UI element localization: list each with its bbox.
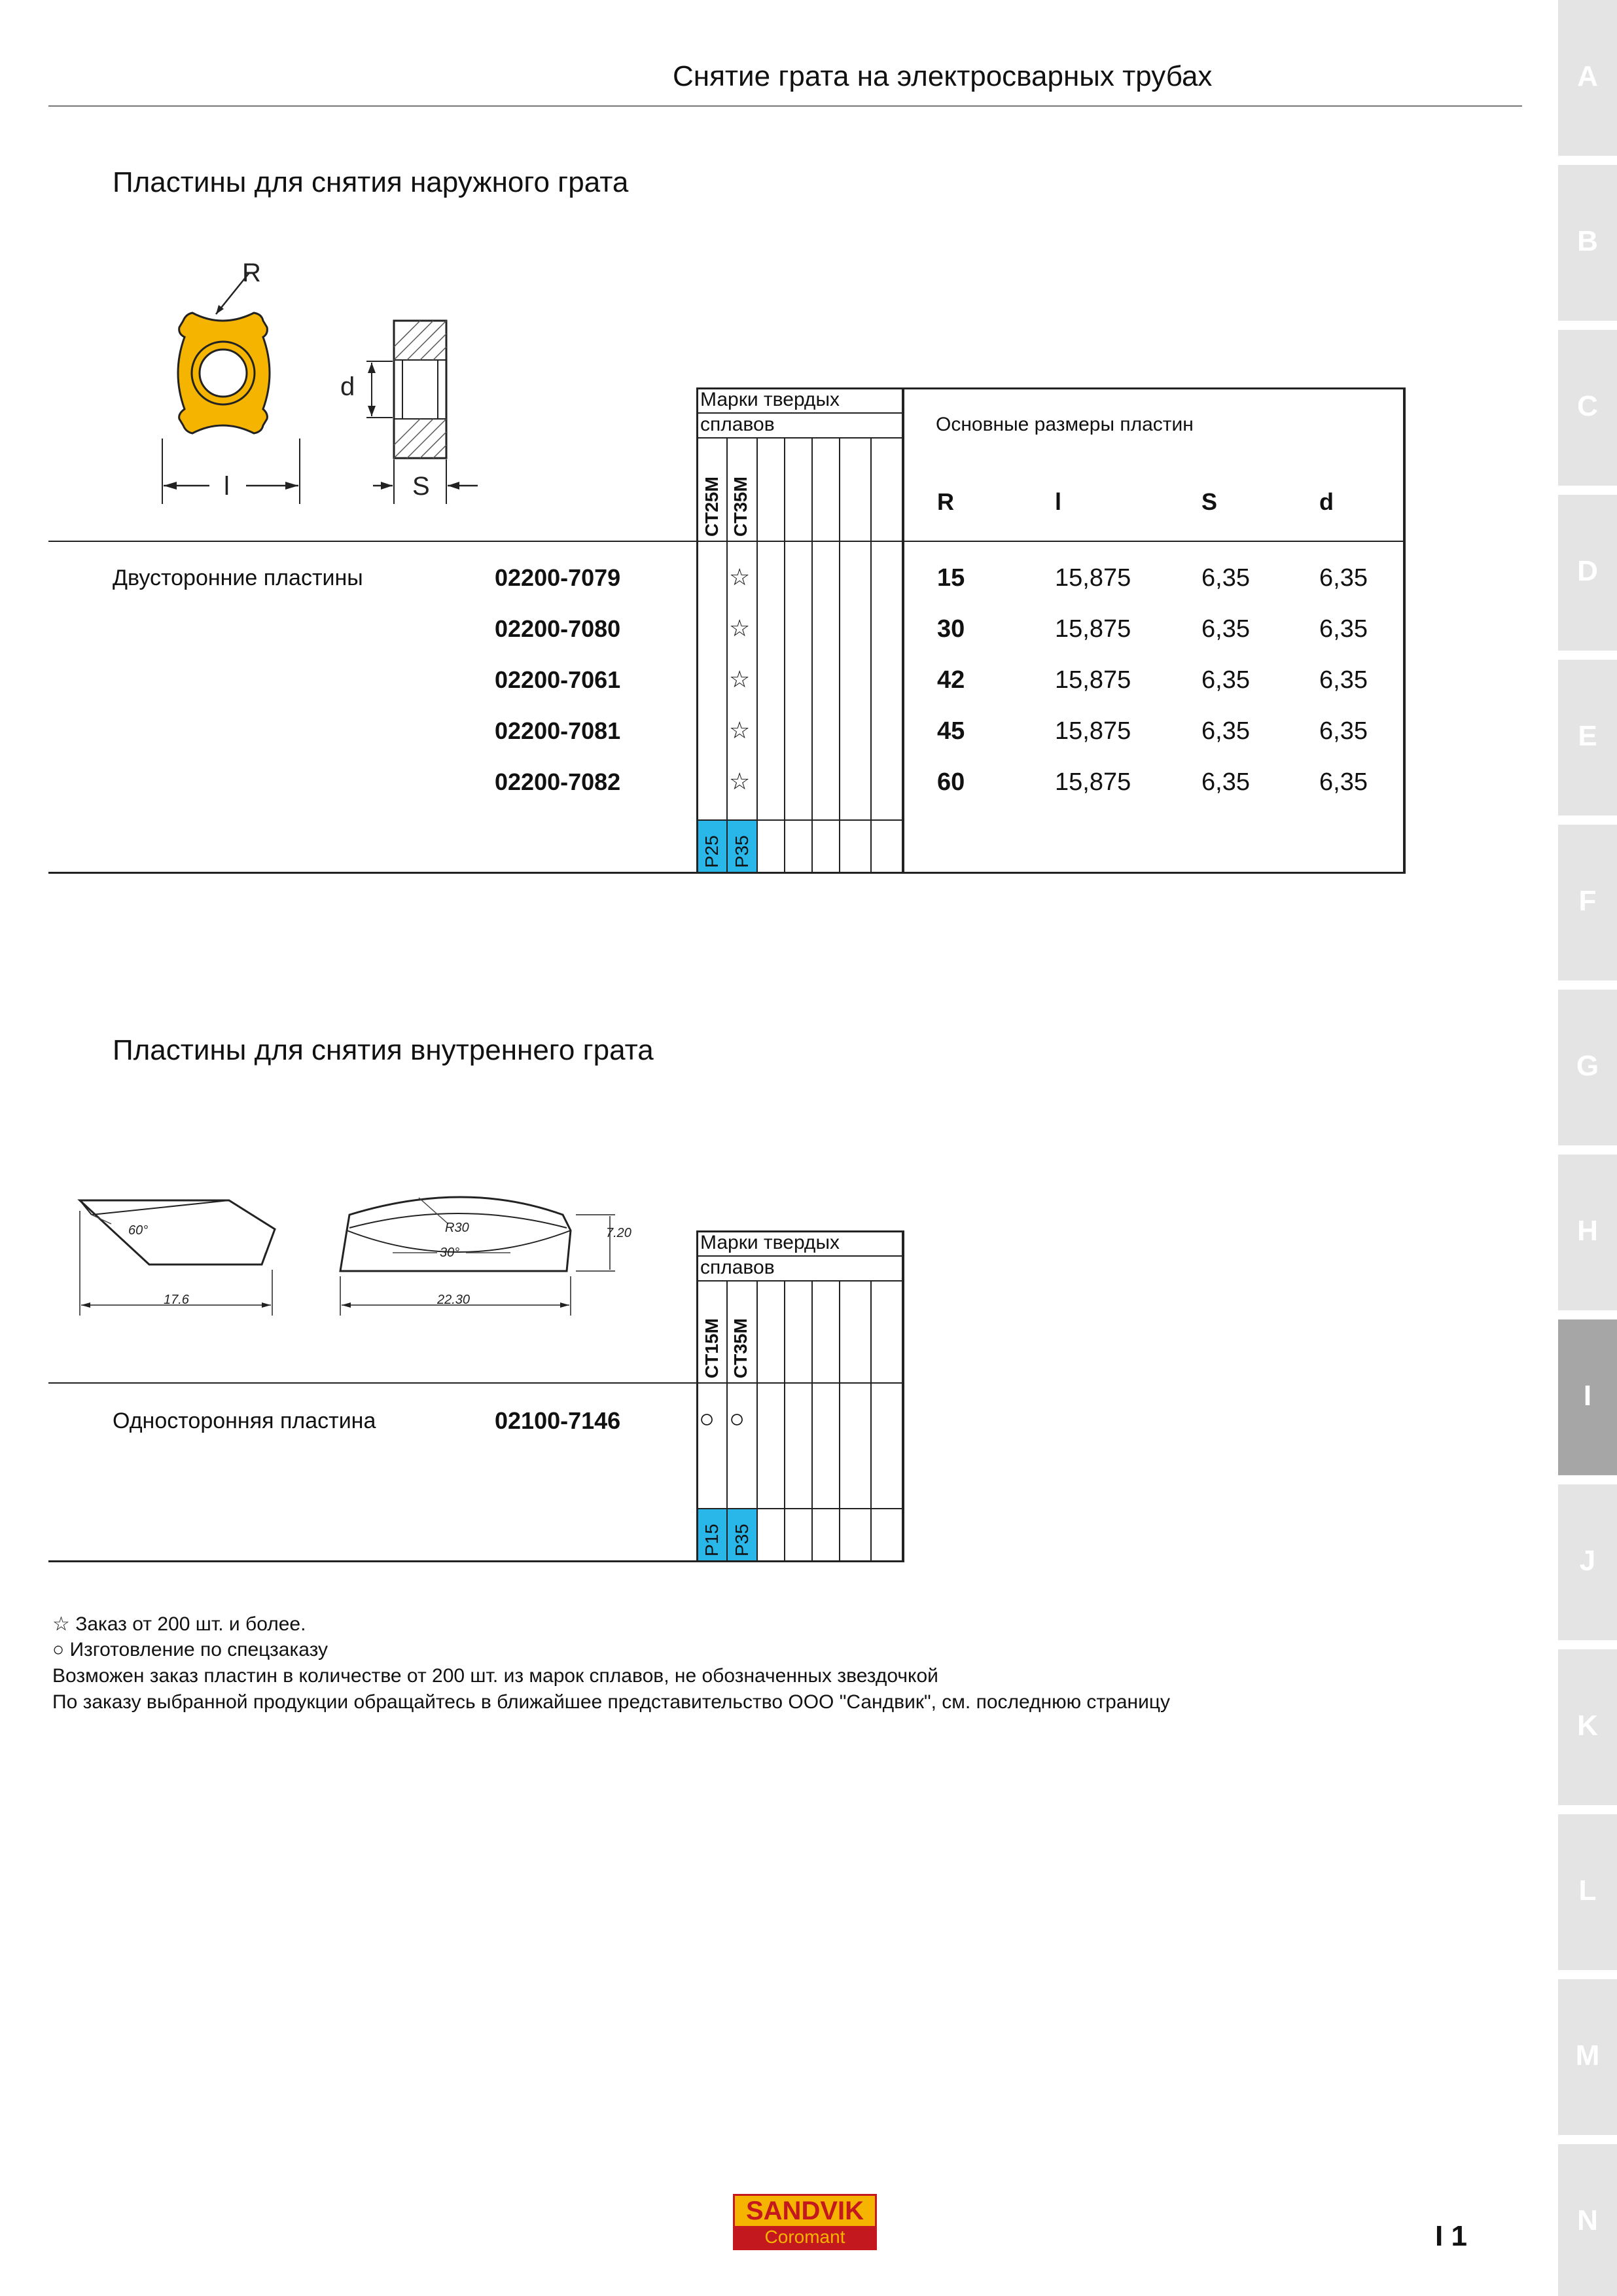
tab-l[interactable]: L [1558, 1814, 1617, 1970]
star-mark: ☆ [729, 717, 751, 744]
s1-grades-header-line1: Марки твердых [700, 389, 840, 410]
value-r: 30 [937, 615, 965, 643]
dim-header-r: R [937, 488, 954, 515]
value-l: 15,875 [1055, 768, 1131, 796]
product-code: 02200-7082 [495, 768, 621, 795]
tab-b[interactable]: B [1558, 165, 1617, 321]
dim-header-l: l [1055, 488, 1062, 515]
value-r: 15 [937, 564, 965, 592]
circle-mark: ○ [699, 1405, 715, 1433]
value-r: 60 [937, 768, 965, 796]
product-code: 02200-7080 [495, 615, 621, 642]
s1-dims-header: Основные размеры пластин [936, 414, 1194, 435]
value-r: 42 [937, 666, 965, 694]
circle-mark: ○ [729, 1405, 745, 1433]
label-angle-60: 60° [128, 1223, 149, 1238]
note-line-3: Возможен заказ пластин в количестве от 200 шт. из марок сплавов, не обозначенных звездочкой [52, 1665, 938, 1687]
tab-a[interactable]: A [1558, 0, 1617, 156]
s2-grade-1: CT35M [730, 1318, 751, 1378]
tab-f[interactable]: F [1558, 825, 1617, 980]
circle-icon: ○ [52, 1639, 65, 1660]
value-r: 45 [937, 717, 965, 745]
section2-heading: Пластины для снятия внутреннего грата [113, 1034, 654, 1066]
value-l: 15,875 [1055, 564, 1131, 592]
s2-iso-1: P35 [732, 1524, 752, 1556]
dim-header-s: S [1201, 488, 1218, 515]
star-mark: ☆ [729, 564, 751, 590]
label-r: R [242, 259, 261, 287]
logo-bottom-text: Coromant [735, 2226, 875, 2248]
outer-insert-svg [151, 255, 491, 517]
s1-grade-1: CT35M [730, 476, 751, 537]
value-d: 6,35 [1319, 615, 1368, 643]
tab-j[interactable]: J [1558, 1484, 1617, 1640]
star-mark: ☆ [729, 666, 751, 692]
tab-g[interactable]: G [1558, 990, 1617, 1145]
product-code: 02100-7146 [495, 1407, 621, 1434]
tab-m[interactable]: M [1558, 1979, 1617, 2135]
sandvik-logo [733, 2194, 877, 2250]
s1-iso-1: P35 [732, 835, 752, 868]
label-radius: R30 [445, 1221, 469, 1235]
s2-grades-header-line1: Марки твердых [700, 1232, 840, 1253]
value-s: 6,35 [1201, 666, 1250, 694]
section1-heading: Пластины для снятия наружного грата [113, 166, 629, 198]
s2-row-label: Односторонняя пластина [113, 1408, 376, 1433]
row-group-label: Двусторонние пластины [113, 565, 363, 590]
label-angle-30: 30° [440, 1246, 460, 1260]
s1-grade-0: CT25M [702, 476, 722, 537]
header-rule [48, 105, 1522, 107]
s1-iso-0: P25 [702, 835, 722, 868]
value-s: 6,35 [1201, 717, 1250, 745]
value-l: 15,875 [1055, 666, 1131, 694]
s2-grade-0: CT15M [702, 1318, 722, 1378]
page-number: I 1 [1435, 2220, 1467, 2252]
svg-text:d: d [340, 372, 355, 401]
value-d: 6,35 [1319, 768, 1368, 796]
product-code: 02200-7081 [495, 717, 621, 744]
note-star [52, 1613, 306, 1636]
value-s: 6,35 [1201, 564, 1250, 592]
value-d: 6,35 [1319, 717, 1368, 745]
tab-e[interactable]: E [1558, 660, 1617, 816]
label-height: 7.20 [606, 1226, 631, 1240]
value-d: 6,35 [1319, 666, 1368, 694]
tab-h[interactable]: H [1558, 1155, 1617, 1310]
star-mark: ☆ [729, 768, 751, 795]
note-circle [52, 1639, 328, 1661]
note-star-text: Заказ от 200 шт. и более. [75, 1613, 306, 1635]
inner-insert-svg [65, 1185, 654, 1329]
logo-top-text: SANDVIK [735, 2196, 875, 2226]
label-len-17-6: 17.6 [164, 1293, 189, 1307]
tab-k[interactable]: K [1558, 1649, 1617, 1805]
product-code: 02200-7079 [495, 564, 621, 591]
s2-iso-0: P15 [702, 1524, 722, 1556]
note-circle-text: Изготовление по спецзаказу [69, 1639, 328, 1660]
tab-c[interactable]: C [1558, 330, 1617, 486]
dim-header-d: d [1319, 488, 1334, 515]
value-s: 6,35 [1201, 768, 1250, 796]
product-code: 02200-7061 [495, 666, 621, 693]
svg-text:S: S [412, 472, 430, 501]
value-s: 6,35 [1201, 615, 1250, 643]
label-len-22-30: 22.30 [437, 1293, 471, 1307]
tab-n[interactable]: N [1558, 2144, 1617, 2296]
tab-d[interactable]: D [1558, 495, 1617, 651]
page-title: Снятие грата на электросварных трубах [673, 60, 1213, 92]
star-icon: ☆ [52, 1613, 70, 1635]
svg-text:l: l [224, 472, 230, 501]
star-mark: ☆ [729, 615, 751, 641]
s2-grades-header-line2: сплавов [700, 1257, 775, 1278]
value-d: 6,35 [1319, 564, 1368, 592]
s1-grades-header-line2: сплавов [700, 414, 775, 435]
note-line-4: По заказу выбранной продукции обращайтесь в ближайшее представительство ООО "Сандвик", см. последнюю страницу [52, 1691, 1171, 1713]
value-l: 15,875 [1055, 615, 1131, 643]
value-l: 15,875 [1055, 717, 1131, 745]
tab-i[interactable]: I [1558, 1319, 1617, 1475]
